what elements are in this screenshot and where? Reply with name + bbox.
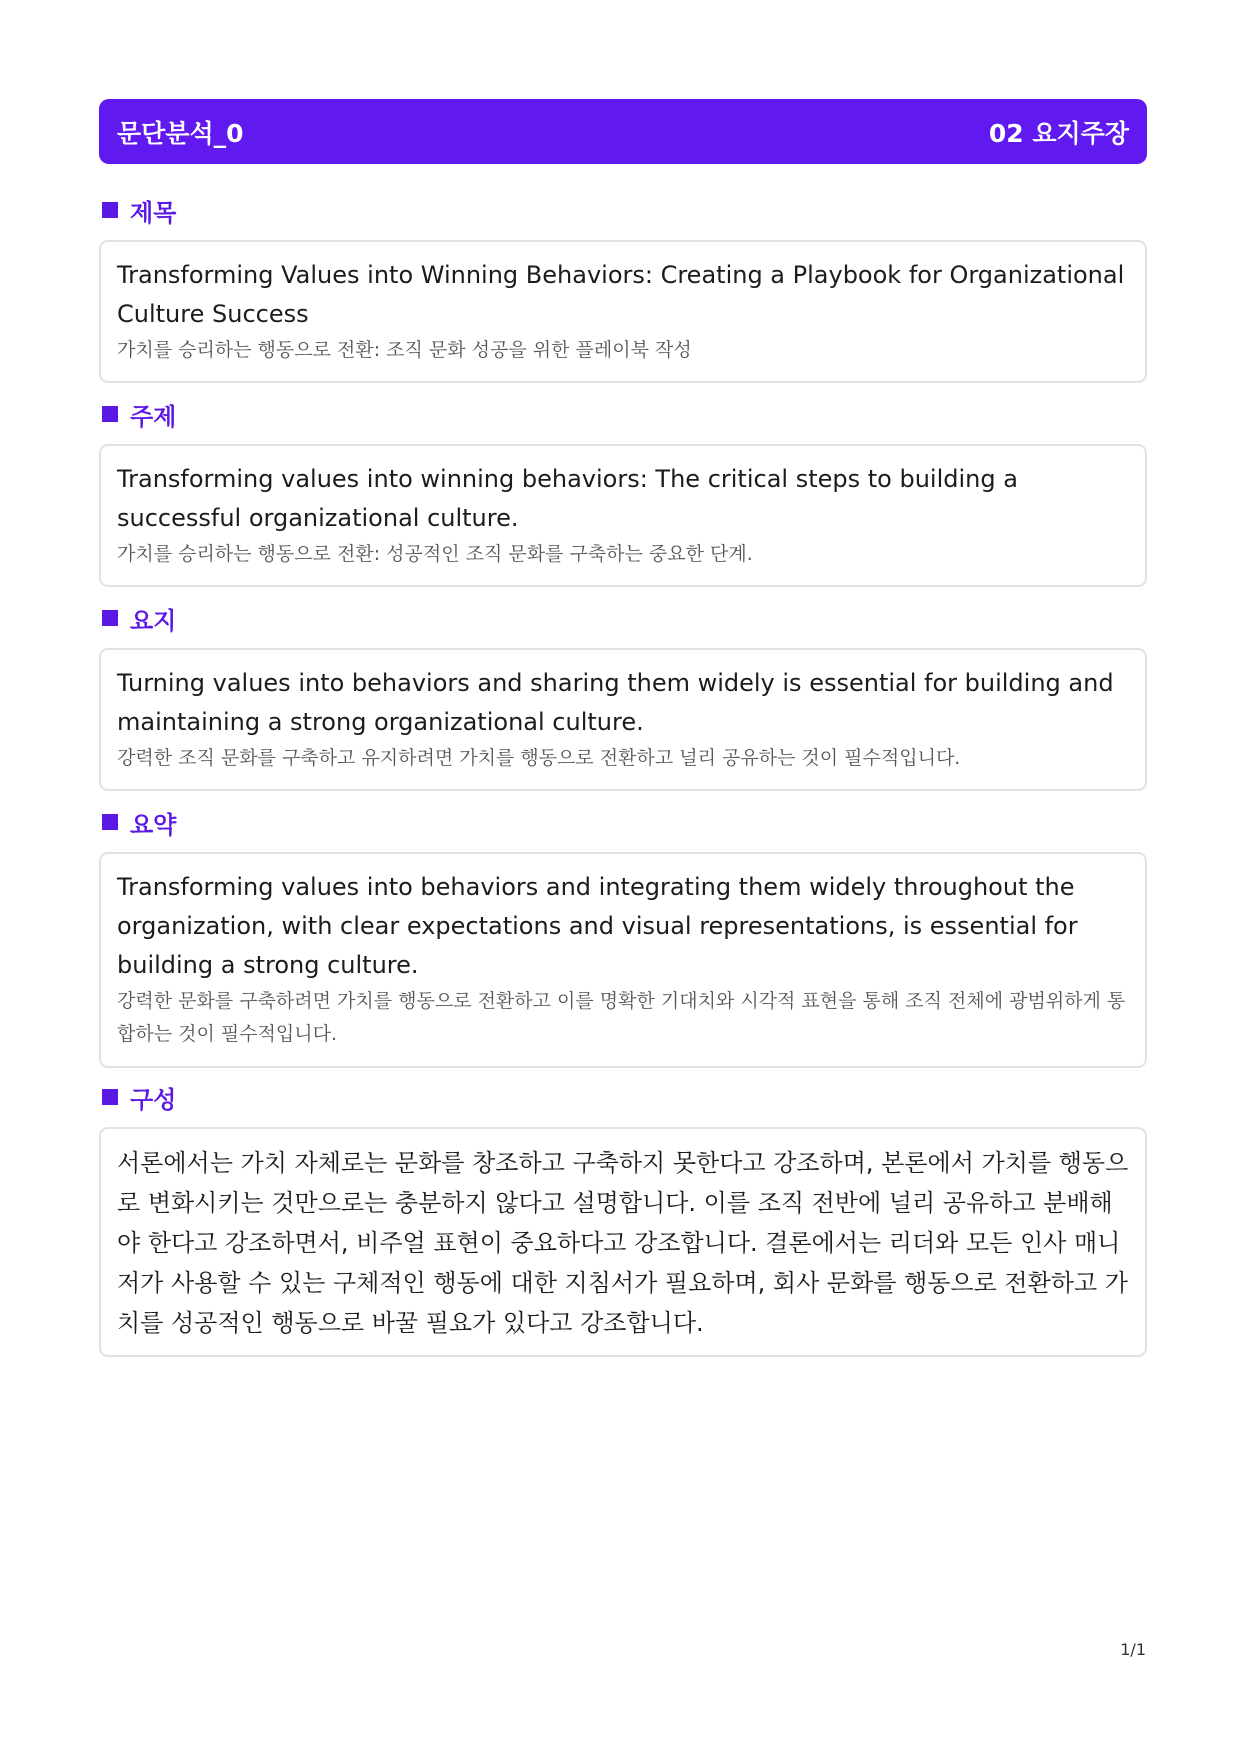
topic-box <box>99 444 1147 587</box>
section-heading-label: 제목 <box>130 198 177 227</box>
gist-korean: 강력한 조직 문화를 구축하고 유지하려면 가치를 행동으로 전환하고 널리 공유하는 것이 필수적입니다. <box>117 747 961 769</box>
page-number: 1/1 <box>1120 1640 1146 1659</box>
topic-english: Transforming values into winning behaviors: The critical steps to building a successful organizational culture. <box>117 465 1018 532</box>
gist-english: Turning values into behaviors and sharing them widely is essential for building and maintaining a strong organizational culture. <box>117 669 1114 736</box>
topic-korean: 가치를 승리하는 행동으로 전환: 성공적인 조직 문화를 구축하는 중요한 단계. <box>117 543 753 565</box>
summary-box <box>99 852 1147 1068</box>
title-box <box>99 240 1147 383</box>
gist-box <box>99 648 1147 791</box>
section-heading-title <box>102 194 176 226</box>
section-heading-label: 구성 <box>130 1085 177 1114</box>
square-bullet-icon <box>102 814 118 830</box>
square-bullet-icon <box>102 406 118 422</box>
structure-korean: 서론에서는 가치 자체로는 문화를 창조하고 구축하지 못한다고 강조하며, 본론에서 가치를 행동으로 변화시키는 것만으로는 충분하지 않다고 설명합니다. 이를 조직 전반에 널리 공유하고 분배해야 한다고 강조하면서, 비주얼 표현이 중요하다고 강조합니다. 결론에서는 리더와 모든 인사 매니저가 사용할 수 있는 구체적인 행동에 대한 지침서가 필요하며, 회사 문화를 행동으로 전환하고 가치를 성공적인 행동으로 바꿀 필요가 있다고 강조합니다. <box>117 1149 1129 1337</box>
summary-english: Transforming values into behaviors and integrating them widely throughout the organization, with clear expectations and visual representations, is essential for building a strong culture. <box>117 873 1078 979</box>
square-bullet-icon <box>102 202 118 218</box>
section-heading-topic <box>102 398 176 430</box>
structure-box <box>99 1127 1147 1357</box>
section-heading-label: 요지 <box>130 606 177 635</box>
section-heading-summary <box>102 806 176 838</box>
section-heading-label: 요약 <box>130 810 177 839</box>
header-right-title: 02 요지주장 <box>988 118 1129 148</box>
section-heading-label: 주제 <box>130 402 177 431</box>
title-english: Transforming Values into Winning Behaviors: Creating a Playbook for Organizational Culture Success <box>117 261 1125 328</box>
section-heading-gist <box>102 602 176 634</box>
summary-korean: 강력한 문화를 구축하려면 가치를 행동으로 전환하고 이를 명확한 기대치와 시각적 표현을 통해 조직 전체에 광범위하게 통합하는 것이 필수적입니다. <box>117 990 1126 1045</box>
title-korean: 가치를 승리하는 행동으로 전환: 조직 문화 성공을 위한 플레이북 작성 <box>117 339 692 361</box>
square-bullet-icon <box>102 1089 118 1105</box>
section-heading-structure <box>102 1081 176 1113</box>
header-left-title: 문단분석_0 <box>117 118 244 148</box>
square-bullet-icon <box>102 610 118 626</box>
header-bar <box>99 99 1147 164</box>
